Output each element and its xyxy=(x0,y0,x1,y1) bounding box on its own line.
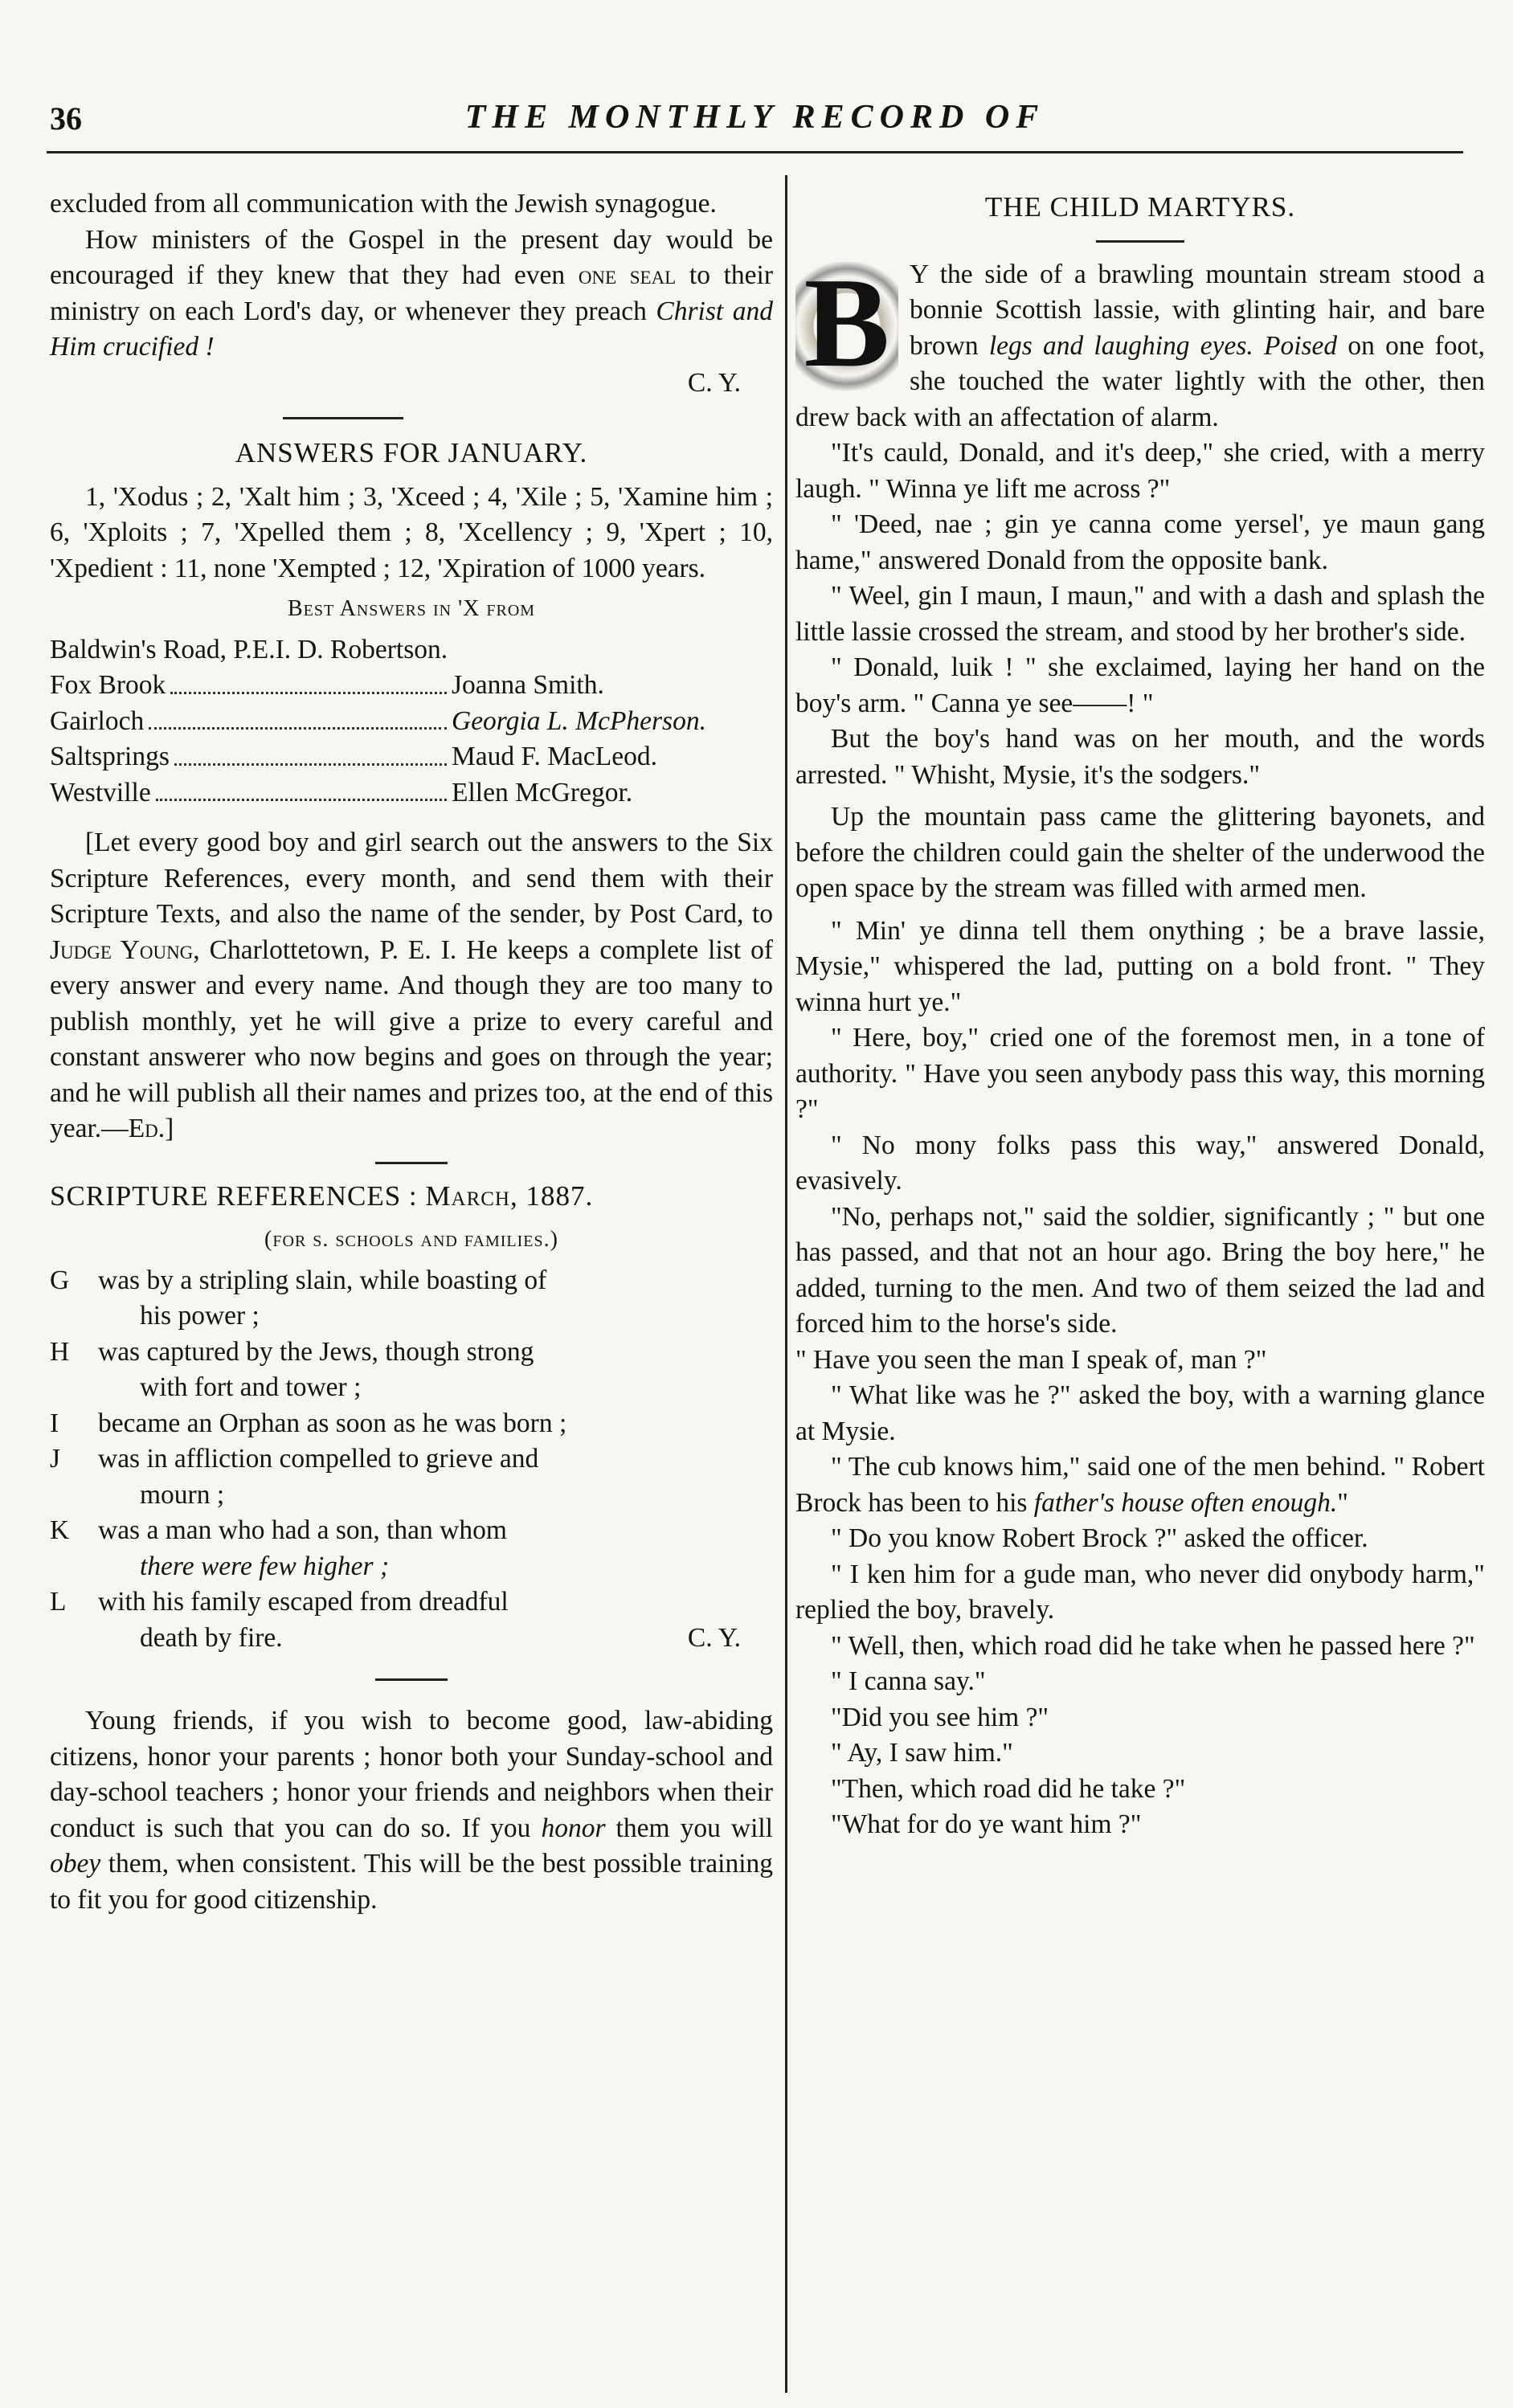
story-paragraph: Up the mountain pass came the glittering bayonets, and before the children could gain the shelter of the underwood the open space by the stream was filled with armed men. xyxy=(795,802,1485,903)
right-column xyxy=(795,186,1485,1843)
story-paragraph: " Weel, gin I maun, I maun," and with a dash and splash the little lassie crossed the stream, and stood by her brother's side. xyxy=(795,581,1485,647)
best-answers-list xyxy=(50,632,773,812)
list-item: Saltsprings Maud F. MacLeod. xyxy=(50,739,773,775)
story-opening: B Y the side of a brawling mountain stream stood a bonnie Scottish lassie, with glinting hair, and bare brown legs and laughing eyes. Poised on one foot, she touched the water lightly with the other, then drew back with an affectation of alarm. xyxy=(795,250,1485,432)
ministers-paragraph: How ministers of the Gospel in the present day would be encouraged if they knew that they had even one seal to their ministry on each Lord's day, or whenever they preach Christ and Him crucified ! xyxy=(50,224,773,362)
list-item: H was captured by the Jews, though strong with fort and tower ; xyxy=(50,1336,534,1402)
scripture-references-heading: SCRIPTURE REFERENCES : March, 1887. xyxy=(50,1179,594,1212)
continued-paragraph: excluded from all communication with the Jewish synagogue. xyxy=(50,189,717,219)
story-title: THE CHILD MARTYRS. xyxy=(984,191,1296,223)
left-column xyxy=(50,186,773,1918)
signature-cy: C. Y. xyxy=(687,367,741,398)
list-item: L with his family escaped from dreadful death by fire. C. Y. xyxy=(50,1587,741,1653)
page-number: 36 xyxy=(50,100,82,137)
story-paragraph: But the boy's hand was on her mouth, and the words arrested. " Whisht, Mysie, it's the sodgers." xyxy=(795,724,1485,790)
story-paragraph: "No, perhaps not," said the soldier, significantly ; " but one has passed, and that not an hour ago. Bring the boy here," he added, turning to the men. And two of them seized the lad and forced him to the horse's side. xyxy=(795,1201,1485,1339)
story-paragraph: " Min' ye dinna tell them onything ; be a brave lassie, Mysie," whispered the lad, putting on a bold front. " They winna hurt ye." xyxy=(795,915,1485,1017)
section-rule xyxy=(375,1678,448,1681)
story-paragraph: " Have you seen the man I speak of, man ?" xyxy=(795,1344,1267,1375)
scripture-references-subtitle: (for s. schools and families.) xyxy=(264,1227,558,1252)
list-item: Baldwin's Road, P.E.I. D. Robertson. xyxy=(50,634,448,664)
title-rule xyxy=(1096,240,1184,243)
closing-paragraph: Young friends, if you wish to become good, law-abiding citizens, honor your parents ; honor both your Sunday-school and day-school teachers ; honor your friends and neighbors when their conduct is such that you can do so. If you honor them you will obey them, when consistent. This will be the best possible training to fit you for good citizenship. xyxy=(50,1706,773,1915)
story-paragraph: " No mony folks pass this way," answered Donald, evasively. xyxy=(795,1130,1485,1196)
story-paragraph: " The cub knows him," said one of the men behind. " Robert Brock has been to his father's house often enough." xyxy=(795,1452,1485,1518)
running-title: THE MONTHLY RECORD OF xyxy=(464,99,1045,136)
best-answers-heading: Best Answers in 'X from xyxy=(287,596,536,621)
story-paragraph: " Ay, I saw him." xyxy=(831,1738,1013,1768)
answers-paragraph: 1, 'Xodus ; 2, 'Xalt him ; 3, 'Xceed ; 4, 'Xile ; 5, 'Xamine him ; 6, 'Xploits ; 7, 'Xpelled them ; 8, 'Xcellency ; 9, 'Xpert ; 10, 'Xpedient : 11, none 'Xempted ; 12, 'Xpiration of 1000 years. xyxy=(50,481,773,583)
story-paragraph: " What like was he ?" asked the boy, with a warning glance at Mysie. xyxy=(795,1380,1485,1446)
list-item: G was by a stripling slain, while boasting of his power ; xyxy=(50,1265,547,1331)
answers-heading: ANSWERS FOR JANUARY. xyxy=(235,437,588,468)
story-paragraph: " 'Deed, nae ; gin ye canna come yersel', ye maun gang hame," answered Donald from the opposite bank. xyxy=(795,509,1485,575)
column-divider xyxy=(785,175,787,2393)
notice-paragraph: [Let every good boy and girl search out the answers to the Six Scripture References, every month, and send them with their Scripture Texts, and also the name of the sender, by Post Card, to Judge Young, Charlottetown, P. E. I. He keeps a complete list of every answer and every name. And though they are too many to publish monthly, yet he will give a prize to every careful and constant answerer who now begins and goes on through the year; and he will publish all their names and prizes too, at the end of this year.—Ed.] xyxy=(50,828,774,1143)
story-paragraph: "It's cauld, Donald, and it's deep," she cried, with a merry laugh. " Winna ye lift me across ?" xyxy=(795,438,1485,504)
list-item: Gairloch Georgia L. McPherson. xyxy=(50,704,773,740)
scripture-references-list xyxy=(50,1263,773,1657)
list-item: I became an Orphan as soon as he was born ; xyxy=(50,1408,567,1438)
story-paragraph: " Well, then, which road did he take when he passed here ?" xyxy=(831,1630,1475,1661)
story-paragraph: " Do you know Robert Brock ?" asked the officer. xyxy=(831,1523,1368,1553)
story-paragraph: " Donald, luik ! " she exclaimed, laying her hand on the boy's arm. " Canna ye see——! " xyxy=(795,652,1485,718)
story-paragraph: "Did you see him ?" xyxy=(831,1702,1049,1732)
header-rule xyxy=(47,151,1463,153)
list-item: Fox Brook Joanna Smith. xyxy=(50,668,773,704)
list-item: K was a man who had a son, than whom there were few higher ; xyxy=(50,1515,507,1581)
story-paragraph: " Here, boy," cried one of the foremost men, in a tone of authority. " Have you seen anybody pass this way, this morning ?" xyxy=(795,1023,1485,1124)
story-paragraph: "Then, which road did he take ?" xyxy=(831,1773,1186,1804)
list-item: Westville Ellen McGregor. xyxy=(50,775,773,812)
story-paragraph: "What for do ye want him ?" xyxy=(831,1809,1142,1839)
section-rule xyxy=(375,1162,448,1164)
story-paragraph: " I canna say." xyxy=(831,1666,986,1696)
section-rule xyxy=(283,417,403,419)
drop-cap-ornament: B xyxy=(795,262,898,390)
story-paragraph: " I ken him for a gude man, who never did onybody harm," replied the boy, bravely. xyxy=(795,1559,1485,1625)
page-header xyxy=(47,95,1463,159)
list-item: J was in affliction compelled to grieve and mourn ; xyxy=(50,1444,539,1510)
